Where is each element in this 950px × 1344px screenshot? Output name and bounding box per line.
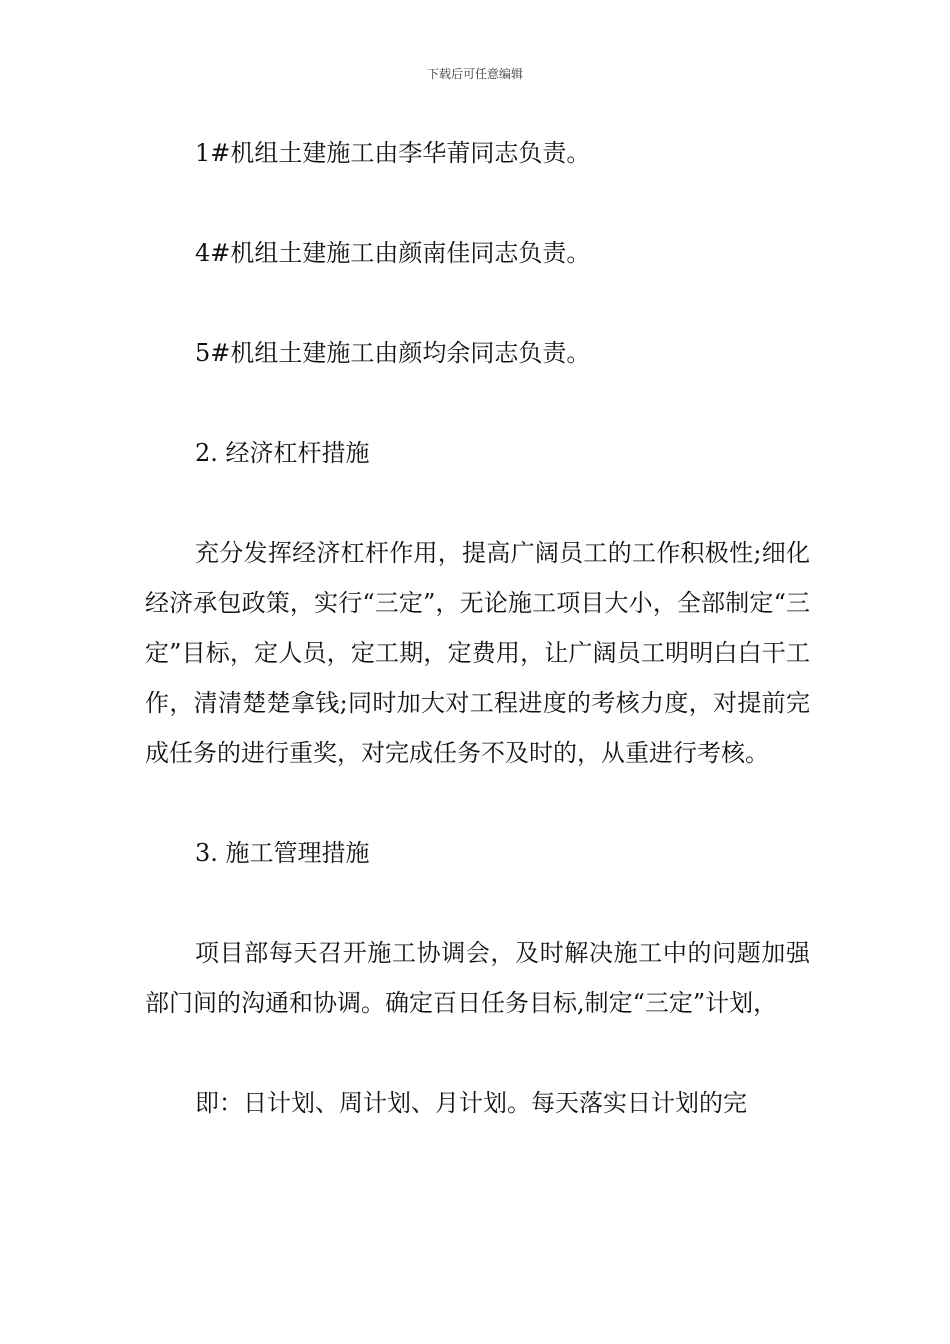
spacer	[145, 1028, 810, 1078]
spacer	[145, 778, 810, 828]
paragraph-economic-measures: 充分发挥经济杠杆作用，提高广阔员工的工作积极性;细化经济承包政策，实行“三定”，无论施工项目大小，全部制定“三定”目标，定人员，定工期，定费用，让广阔员工明明白白干工作，清清楚楚拿钱;同时加大对工程进度的考核力度，对提前完成任务的进行重奖，对完成任务不及时的，从重进行考核。	[145, 539, 810, 767]
section-heading-management: 3. 施工管理措施	[195, 839, 370, 867]
assignment-line-unit-5: 5#机组土建施工由颜均余同志负责。	[195, 339, 591, 367]
document-body	[145, 128, 810, 1128]
spacer	[145, 378, 810, 428]
assignment-line-unit-1: 1#机组土建施工由李华莆同志负责。	[195, 139, 591, 167]
section-heading-economic: 2. 经济杠杆措施	[195, 439, 370, 467]
assignment-line-unit-4: 4#机组土建施工由颜南佳同志负责。	[195, 239, 591, 267]
paragraph-plan: 即：日计划、周计划、月计划。每天落实日计划的完	[195, 1089, 747, 1117]
spacer	[145, 878, 810, 928]
spacer	[145, 278, 810, 328]
paragraph-management-measures: 项目部每天召开施工协调会，及时解决施工中的问题加强部门间的沟通和协调。确定百日任务目标,制定“三定”计划，	[145, 939, 810, 1017]
spacer	[145, 478, 810, 528]
spacer	[145, 178, 810, 228]
page-header: 下载后可任意编辑	[426, 67, 523, 81]
